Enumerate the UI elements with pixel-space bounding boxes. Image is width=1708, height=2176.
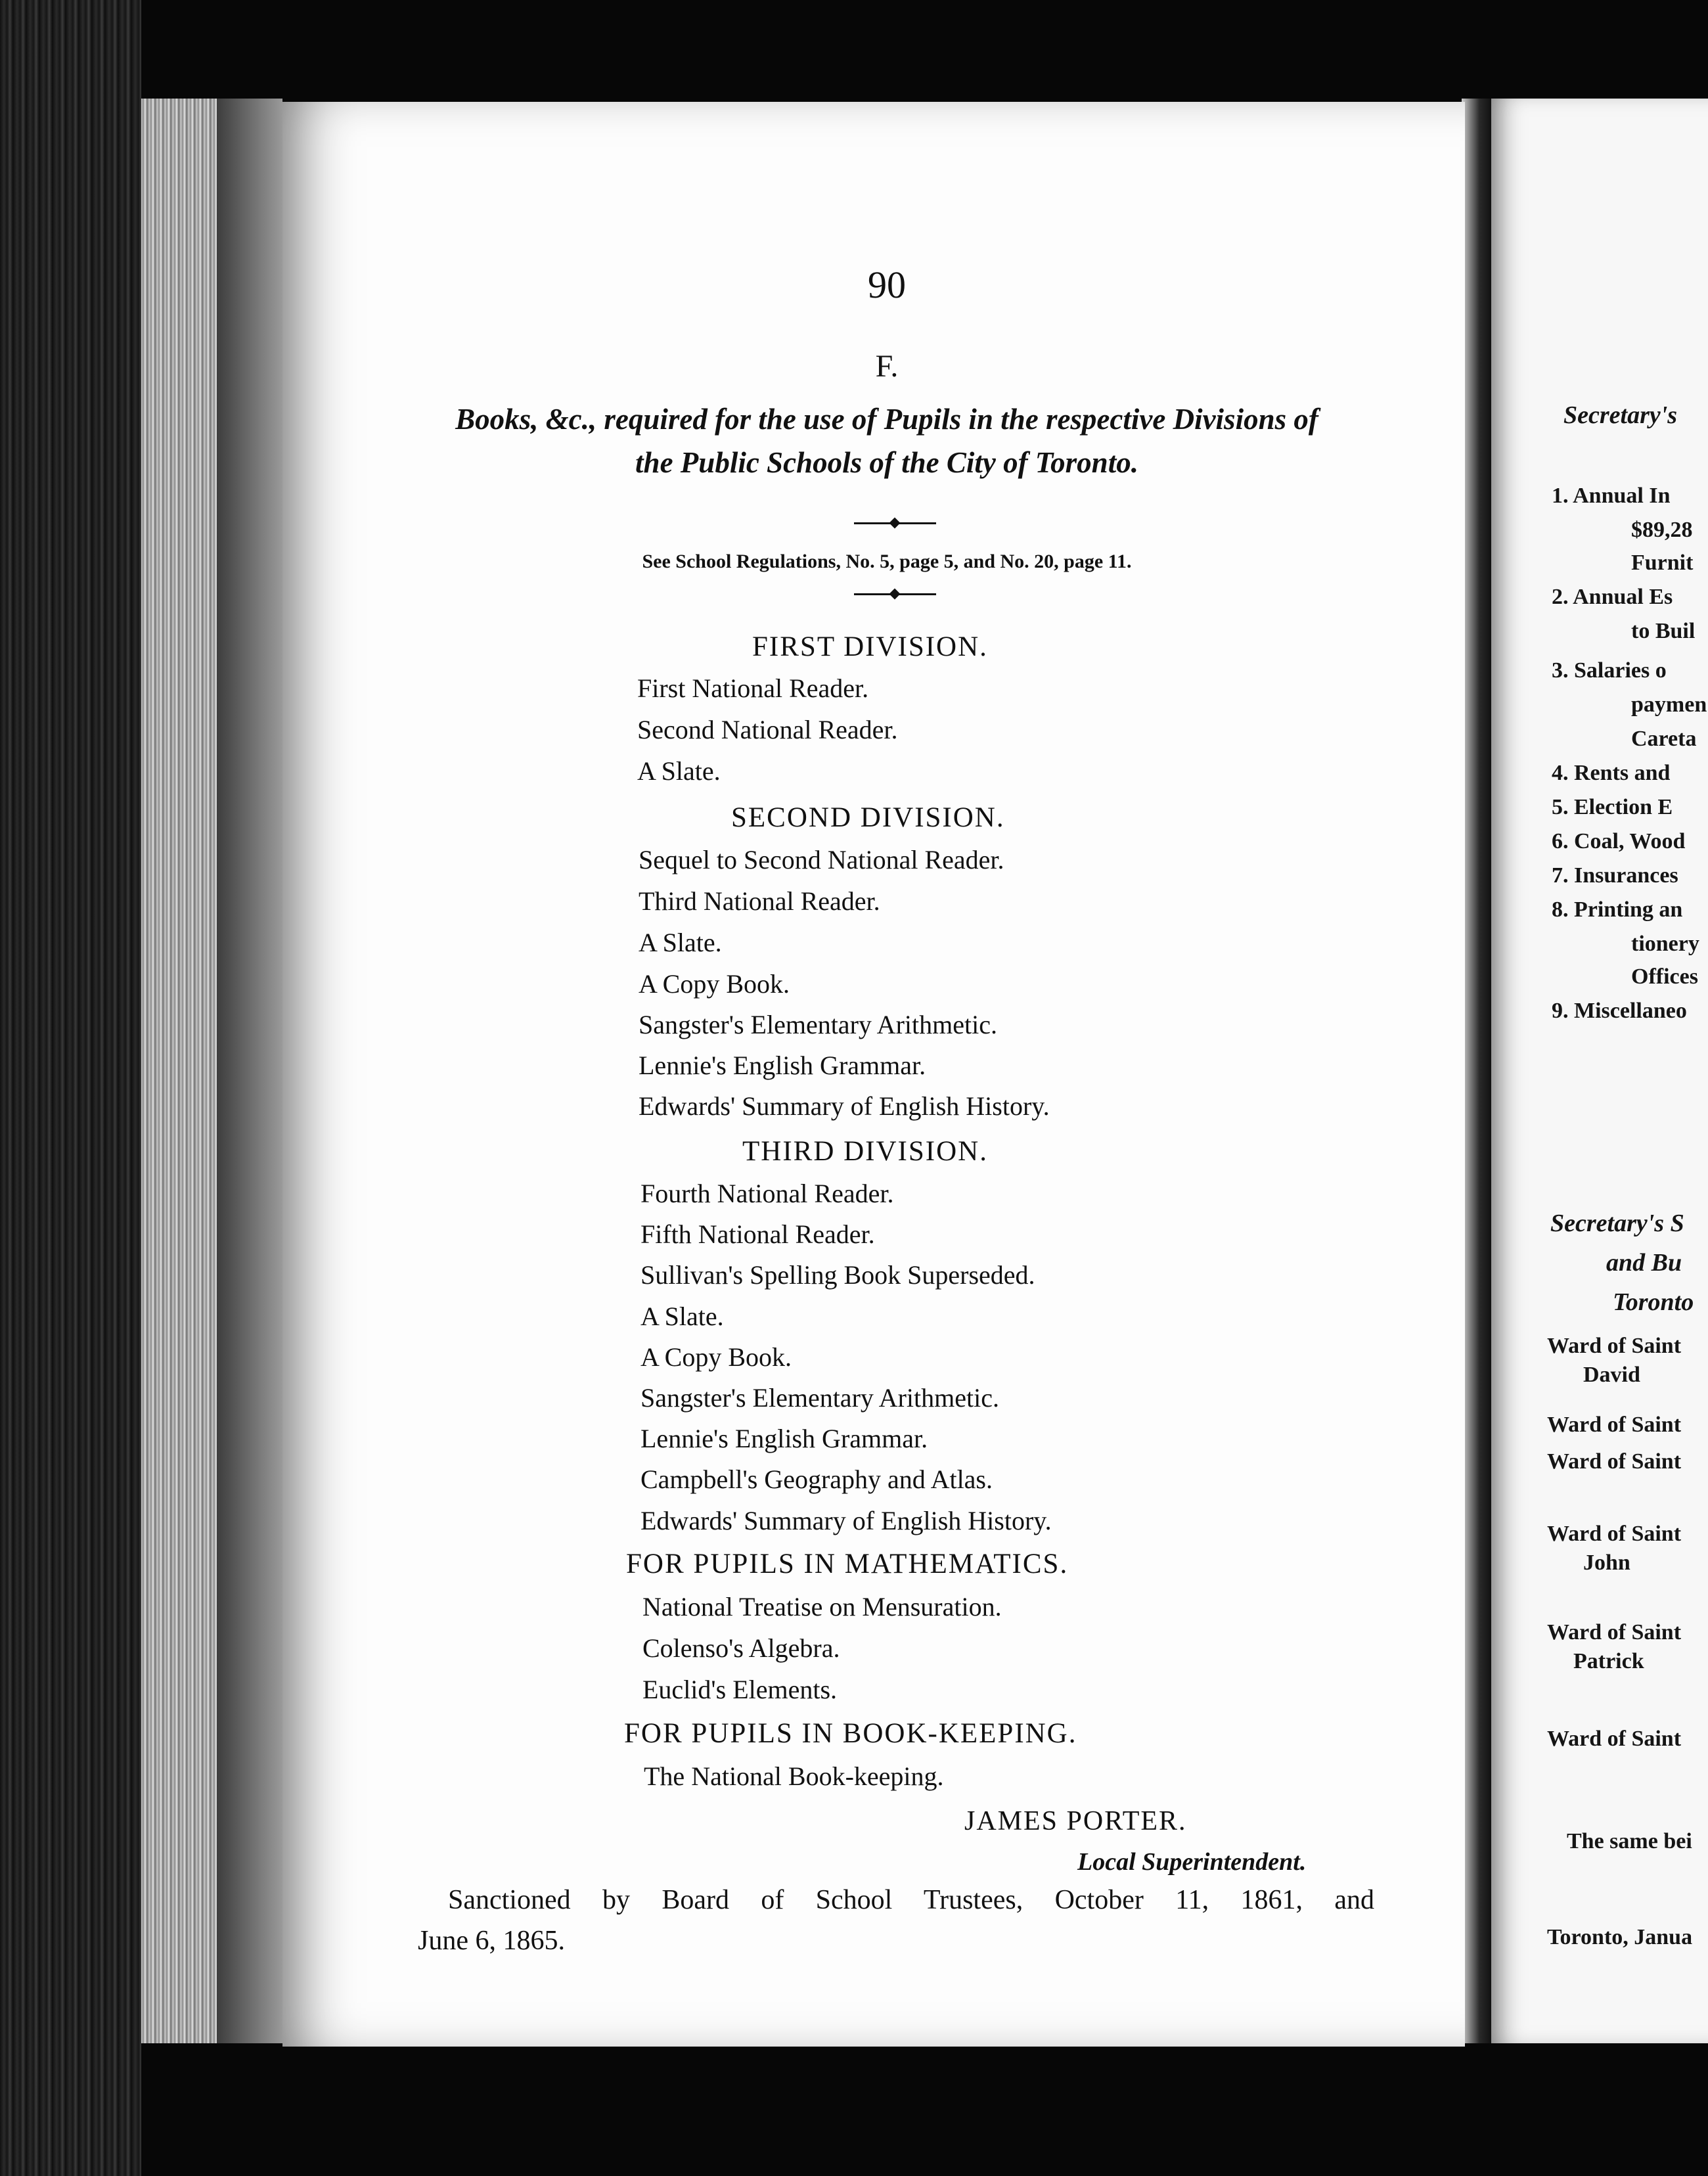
book-item: Third National Reader. <box>639 886 880 916</box>
book-item: A Slate. <box>639 928 722 957</box>
right-list-line: 8. Printing an <box>1552 897 1683 922</box>
page-title-line1: Books, &c., required for the use of Pupils in the respective Divisions of <box>455 403 1318 436</box>
page-shadow <box>217 99 282 2043</box>
book-binding <box>0 0 141 2176</box>
book-item: Fourth National Reader. <box>640 1179 894 1208</box>
book-item: National Treatise on Mensuration. <box>642 1592 1002 1621</box>
book-gutter <box>1462 99 1491 2043</box>
signature-title: Local Superintendent. <box>1077 1848 1307 1876</box>
division-heading: FOR PUPILS IN BOOK-KEEPING. <box>624 1718 1077 1749</box>
right-list-line: 2. Annual Es <box>1552 585 1673 609</box>
book-item: A Copy Book. <box>640 1342 792 1372</box>
right-list-line: Offices <box>1631 964 1698 989</box>
book-item: Second National Reader. <box>637 715 898 744</box>
right-list-line: 9. Miscellaneo <box>1552 999 1687 1023</box>
book-item: Lennie's English Grammar. <box>640 1424 928 1453</box>
book-item: Edwards' Summary of English History. <box>640 1506 1052 1535</box>
ward-line: Ward of Saint <box>1547 1449 1682 1474</box>
ward-line: Ward of Saint <box>1547 1522 1682 1546</box>
book-item: Lennie's English Grammar. <box>639 1051 926 1080</box>
book-item: A Slate. <box>640 1302 724 1331</box>
ward-line: Ward of Saint <box>1547 1413 1682 1437</box>
book-item: Sangster's Elementary Arithmetic. <box>639 1010 997 1039</box>
ward-line: Patrick <box>1573 1649 1644 1673</box>
book-item: Sullivan's Spelling Book Superseded. <box>640 1260 1035 1290</box>
right-list-line: $89,28 <box>1631 518 1693 542</box>
right-list-line: 1. Annual In <box>1552 484 1671 508</box>
book-item: Edwards' Summary of English History. <box>639 1091 1050 1121</box>
book-item: Sangster's Elementary Arithmetic. <box>640 1383 999 1413</box>
right-heading2-line: and Bu <box>1606 1249 1682 1277</box>
right-list-line: to Buil <box>1631 619 1696 643</box>
signature-name: JAMES PORTER. <box>964 1806 1187 1836</box>
page-title-line2: the Public Schools of the City of Toronto. <box>635 446 1138 479</box>
ward-line: David <box>1583 1363 1640 1387</box>
ward-line: John <box>1583 1551 1630 1575</box>
page-stack-edge <box>141 99 217 2043</box>
ward-line: Ward of Saint <box>1547 1620 1682 1644</box>
page-number: 90 <box>868 263 906 306</box>
right-list-line: 3. Salaries o <box>1552 658 1667 683</box>
right-list-line: 6. Coal, Wood <box>1552 829 1686 853</box>
book-item: Euclid's Elements. <box>642 1675 838 1704</box>
book-item: Colenso's Algebra. <box>642 1633 840 1663</box>
book-item: A Slate. <box>637 756 721 786</box>
section-letter: F. <box>875 349 899 384</box>
book-item: Fifth National Reader. <box>640 1219 875 1249</box>
book-item: Campbell's Geography and Atlas. <box>640 1464 993 1494</box>
right-list-line: paymen <box>1631 692 1707 717</box>
book-item: A Copy Book. <box>639 969 790 999</box>
right-footer-line: The same bei <box>1567 1829 1692 1853</box>
division-heading: SECOND DIVISION. <box>731 802 1005 833</box>
regulations-note: See School Regulations, No. 5, page 5, and No. 20, page 11. <box>642 551 1132 572</box>
right-footer-line: Toronto, Janua <box>1547 1925 1693 1949</box>
ward-line: Ward of Saint <box>1547 1334 1682 1358</box>
right-list-line: 4. Rents and <box>1552 761 1671 785</box>
right-list-line: 7. Insurances <box>1552 863 1678 888</box>
right-heading2-line: Secretary's S <box>1550 1210 1684 1237</box>
division-heading: FIRST DIVISION. <box>752 631 988 662</box>
right-heading: Secretary's <box>1563 401 1678 429</box>
sanction-line1: Sanctioned by Board of School Trustees, October 11, 1861, and <box>448 1885 1374 1915</box>
right-list-line: tionery <box>1631 932 1699 956</box>
book-item: First National Reader. <box>637 673 869 703</box>
division-heading: FOR PUPILS IN MATHEMATICS. <box>626 1549 1069 1579</box>
right-list-line: Furnit <box>1631 551 1694 575</box>
book-item: Sequel to Second National Reader. <box>639 845 1004 874</box>
right-heading2-line: Toronto <box>1613 1288 1694 1316</box>
sanction-line2: June 6, 1865. <box>418 1926 565 1956</box>
right-page <box>1491 99 1708 2043</box>
ward-line: Ward of Saint <box>1547 1727 1682 1751</box>
right-list-line: Careta <box>1631 727 1697 751</box>
division-heading: THIRD DIVISION. <box>742 1136 988 1167</box>
book-item: The National Book-keeping. <box>644 1761 944 1791</box>
right-list-line: 5. Election E <box>1552 795 1673 819</box>
